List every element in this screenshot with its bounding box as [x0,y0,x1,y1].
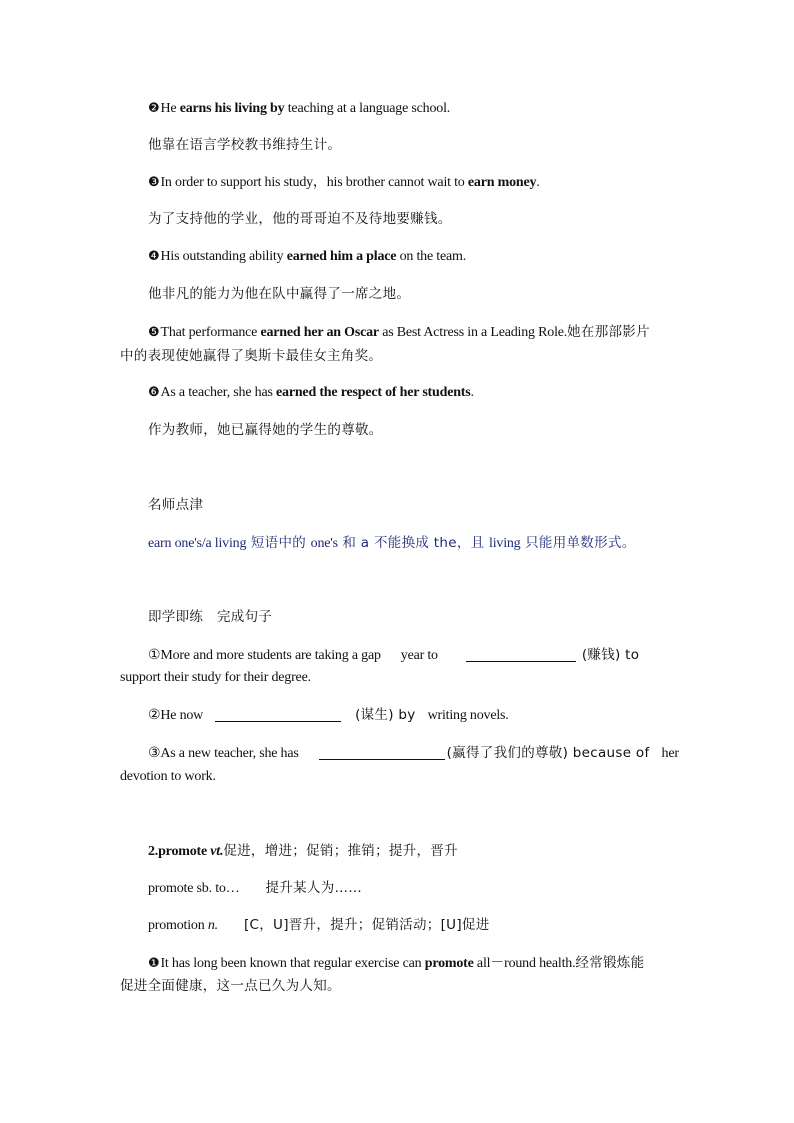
example-6-text-a: As a teacher, she has [160,385,277,400]
promotion-word: promotion [148,918,208,933]
example-4-text-c: on the team. [396,249,467,264]
promote-pos: vt. [210,844,224,859]
q2-text-b: (谋生) by [355,707,416,723]
example-4-translation: 他非凡的能力为他在队中赢得了一席之地。 [148,286,411,302]
circled-number-6: ❻ [148,385,160,400]
q2-text-c: writing novels. [427,708,509,723]
q3-text-b: (赢得了我们的尊敬) because of [446,745,650,761]
example-5-translation-start: 她在那部影片 [567,324,650,340]
example-4-text-a: His outstanding ability [160,249,287,264]
example-2 [148,100,450,118]
circled-number-5: ❺ [148,325,160,340]
example-3-translation: 为了支持他的学业，他的哥哥迫不及待地要赚钱。 [148,211,452,227]
q2-answer-blank[interactable] [215,707,341,722]
example-5 [148,323,650,342]
example-4 [148,248,466,266]
example-5-text-c: as Best Actress in a Leading Role. [378,325,568,340]
promote-headword: 2.promote [148,844,211,859]
q3-answer-blank[interactable] [319,745,445,760]
tip-word-living: living [489,536,521,551]
promote-example-1 [148,954,644,973]
promotion-pos: n. [207,918,218,933]
example-5-text-a: That performance [160,325,261,340]
practice-q1-line2: support their study for their degree. [120,670,311,685]
example-6-text-c: . [470,385,474,400]
practice-q3 [148,744,679,763]
promote-phrase-cn: 提升某人为…… [265,880,363,896]
practice-q2 [148,706,509,725]
example-2-text-a: He [160,101,180,116]
circled-number-4: ❹ [148,249,160,264]
circled-number-3: ❸ [148,175,160,190]
example-3-text-c: . [536,175,540,190]
tip-heading: 名师点津 [148,497,204,513]
q1-answer-blank[interactable] [466,647,576,662]
promote-example-translation-end: 促进全面健康，这一点已久为人知。 [120,978,341,994]
example-5-translation-end: 中的表现使她赢得了奥斯卡最佳女主角奖。 [120,348,383,364]
example-3-bold: earn money [467,175,537,190]
example-5-bold: earned her an Oscar [260,325,379,340]
promote-meaning: 促进，增进；促销；推销；提升，晋升 [223,843,458,859]
q2-text-a: ②He now [148,708,204,723]
tip-text-6: 只能用单数形式。 [520,535,636,551]
promote-phrase [148,879,362,898]
tip-phrase: earn one's/a living [148,536,247,551]
tip-word-ones: one's [310,536,338,551]
promote-heading [148,842,458,861]
q1-text-b: year to [400,648,438,663]
practice-heading: 即学即练 完成句子 [148,609,273,625]
tip-text-2: 短语中的 [246,535,311,551]
promote-phrase-en: promote sb. to… [148,881,240,896]
practice-q1 [148,646,639,665]
tip-text-4: 和 a 不能换成 the，且 [337,535,490,551]
q3-text-c: her [661,746,679,761]
circled-number-1: ❶ [148,956,160,971]
circled-number-2: ❷ [148,101,160,116]
example-2-translation: 他靠在语言学校教书维持生计。 [148,137,342,153]
example-6-translation: 作为教师，她已赢得她的学生的尊敬。 [148,422,383,438]
promotion-meaning: [C，U]晋升，提升；促销活动；[U]促进 [243,917,490,933]
promote-example-text-c: all－round health. [473,956,576,971]
example-2-text-c: teaching at a language school. [284,101,451,116]
promotion-entry [148,916,490,935]
example-6 [148,384,474,402]
example-3 [148,174,540,192]
q1-text-c: (赚钱) to [581,647,640,663]
example-3-text-a: In order to support his study，his brother cannot wait to [160,175,468,190]
promote-example-translation-start: 经常锻炼能 [575,955,645,971]
q1-text-a: ①More and more students are taking a gap [148,648,381,663]
example-6-bold: earned the respect of her students [276,385,471,400]
promote-example-text-a: It has long been known that regular exercise can [160,956,425,971]
q3-text-a: ③As a new teacher, she has [148,746,299,761]
example-2-bold: earns his living by [179,101,285,116]
practice-q3-line2: devotion to work. [120,769,216,784]
promote-example-bold: promote [424,956,474,971]
tip-text [148,534,636,553]
example-4-bold: earned him a place [286,249,397,264]
